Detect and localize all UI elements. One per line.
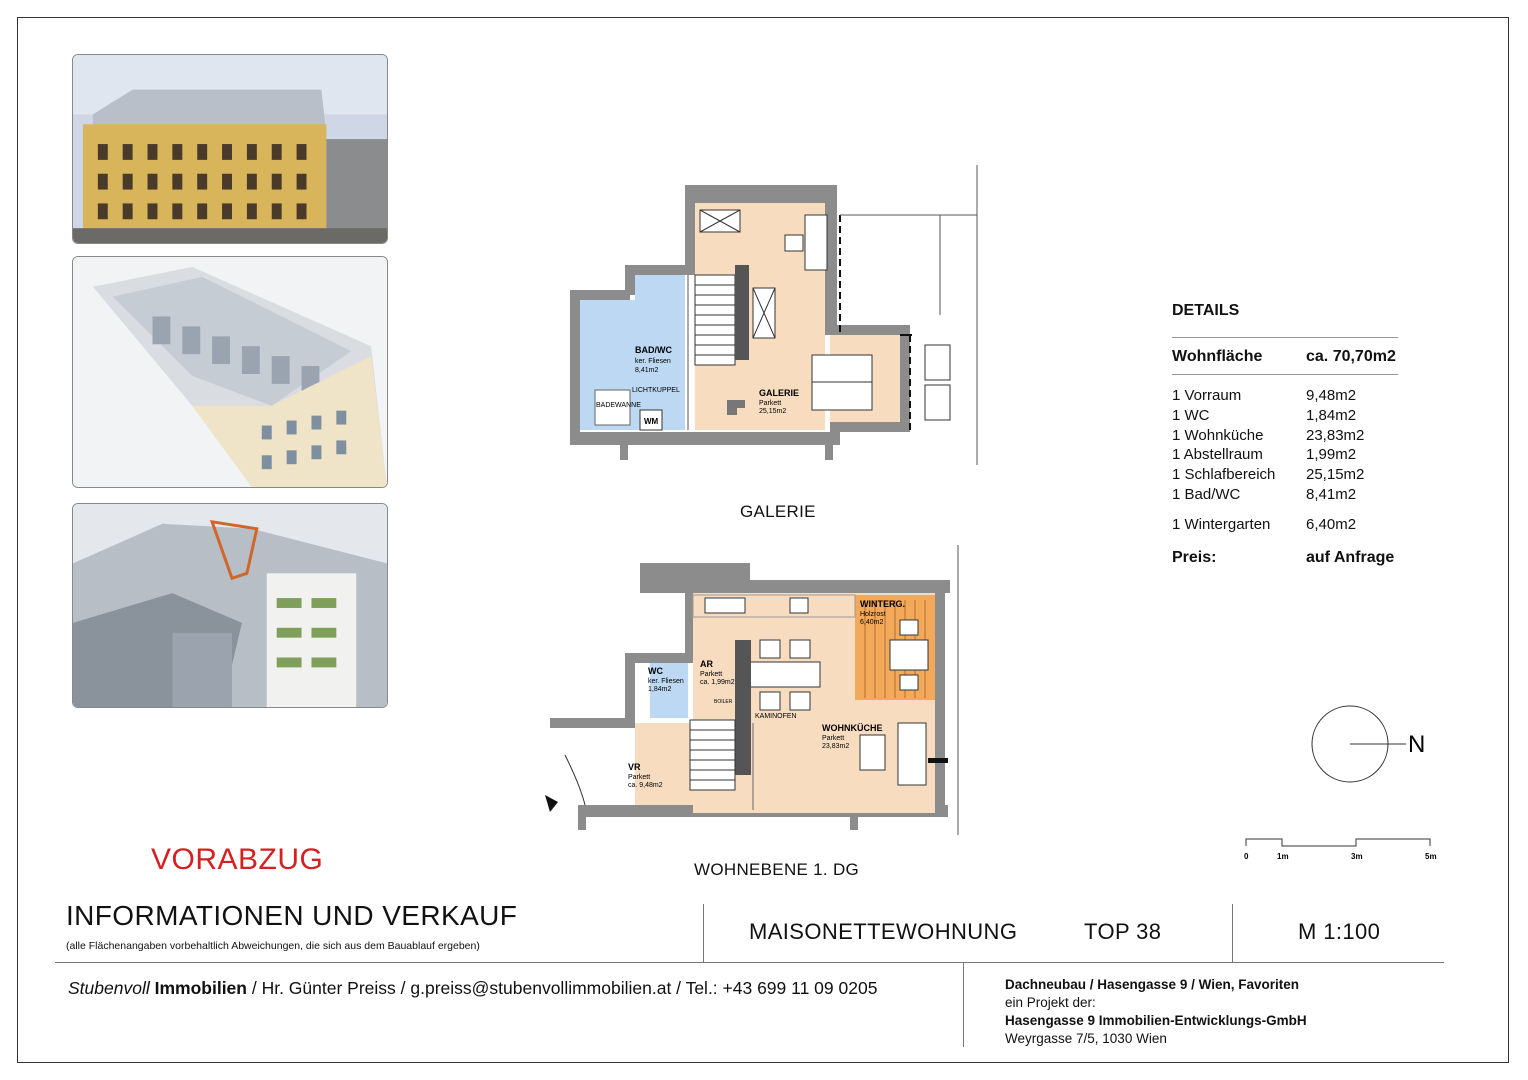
room-row-area: 6,40m2	[1306, 515, 1357, 533]
company-name-italic: Stubenvoll	[68, 978, 150, 998]
scale-tick-0: 0	[1244, 852, 1249, 861]
room-row-name: 1 Wohnküche	[1172, 426, 1264, 444]
room-row-area: 8,41m2	[1306, 485, 1357, 503]
title-rule	[55, 962, 1444, 963]
room-row	[1172, 485, 1398, 505]
building-street-photo	[72, 54, 388, 244]
room-winterg-area: 6,40m2	[860, 619, 884, 626]
area-value: ca. 70,70m2	[1306, 348, 1396, 365]
room-wc-floor: ker. Fliesen	[648, 678, 684, 685]
room-vr-floor: Parkett	[628, 774, 651, 781]
scale-tick-5m: 5m	[1425, 852, 1437, 861]
project-title: Dachneubau / Hasengasse 9 / Wien, Favoriten	[1005, 977, 1299, 992]
title-divider	[1232, 904, 1233, 962]
room-row-area: 1,99m2	[1306, 446, 1357, 464]
room-row-name: 1 Bad/WC	[1172, 485, 1241, 503]
plan-caption-galerie: GALERIE	[740, 502, 816, 521]
project-info	[1005, 976, 1307, 1048]
title-divider	[703, 904, 704, 962]
details-title: DETAILS	[1172, 302, 1240, 319]
scale-bar	[1236, 834, 1446, 864]
room-row-name: 1 Abstellraum	[1172, 446, 1263, 464]
company-name-bold: Immobilien	[154, 978, 247, 998]
room-row-name: 1 WC	[1172, 406, 1210, 424]
room-ar-name: AR	[700, 659, 713, 669]
room-wc-name: WC	[648, 666, 663, 676]
room-row-wintergarten	[1172, 515, 1398, 535]
details-total-area	[1172, 337, 1398, 375]
room-row-area: 25,15m2	[1306, 466, 1365, 484]
room-winterg-floor: Holzrost	[860, 611, 886, 618]
info-title: INFORMATIONEN UND VERKAUF	[66, 900, 518, 931]
roof-aerial-render	[72, 256, 388, 488]
info-note: (alle Flächenangaben vorbehaltlich Abweichungen, die sich aus dem Bauablauf ergeben)	[66, 940, 480, 952]
price-value: auf Anfrage	[1306, 548, 1395, 566]
footer-divider	[963, 962, 964, 1047]
badewanne-label: BADEWANNE	[596, 402, 641, 409]
lichtkuppel-label: LICHTKUPPEL	[632, 387, 680, 394]
room-bad-area: 8,41m2	[635, 367, 659, 374]
details-table	[1172, 302, 1398, 567]
boiler-label: BOILER	[714, 699, 733, 705]
room-row-name: 1 Vorraum	[1172, 387, 1242, 404]
drawing-scale: M 1:100	[1298, 919, 1381, 944]
unit-number: TOP 38	[1084, 919, 1162, 944]
room-vr-name: VR	[628, 762, 641, 772]
room-row-name: 1 Wintergarten	[1172, 515, 1271, 533]
kaminofen-label: KAMINOFEN	[755, 713, 797, 720]
room-bad-floor: ker. Fliesen	[635, 358, 671, 365]
scale-tick-3m: 3m	[1351, 852, 1363, 861]
room-row-area: 9,48m2	[1306, 387, 1357, 404]
room-wohnkueche-floor: Parkett	[822, 735, 845, 742]
draft-stamp: VORABZUG	[151, 843, 324, 876]
room-row	[1172, 406, 1398, 426]
developer-name: Hasengasse 9 Immobilien-Entwicklungs-GmbH	[1005, 1013, 1307, 1028]
room-galerie-name: GALERIE	[759, 388, 800, 398]
room-winterg-name: WINTERG.	[860, 599, 905, 609]
floor-plan-wohnebene	[540, 540, 1000, 840]
price-row	[1172, 549, 1398, 567]
room-wohnkueche-area: 23,83m2	[822, 743, 850, 750]
scale-tick-1m: 1m	[1277, 852, 1289, 861]
room-row	[1172, 426, 1398, 446]
room-wohnkueche-name: WOHNKÜCHE	[822, 723, 883, 733]
room-row-area: 23,83m2	[1306, 426, 1365, 444]
developer-address: Weyrgasse 7/5, 1030 Wien	[1005, 1031, 1167, 1046]
courtyard-aerial-render	[72, 503, 388, 708]
room-ar-area: ca. 1,99m2	[700, 679, 735, 686]
north-label: N	[1408, 731, 1426, 758]
room-row	[1172, 386, 1398, 406]
room-row-area: 1,84m2	[1306, 406, 1357, 424]
room-vr-area: ca. 9,48m2	[628, 782, 663, 789]
floor-plan-galerie	[540, 160, 1000, 470]
room-row	[1172, 445, 1398, 465]
room-galerie-floor: Parkett	[759, 400, 782, 407]
room-bad-name: BAD/WC	[635, 345, 672, 355]
room-row-name: 1 Schlafbereich	[1172, 466, 1276, 484]
north-arrow	[1310, 704, 1440, 786]
room-ar-floor: Parkett	[700, 671, 723, 678]
project-intro: ein Projekt der:	[1005, 995, 1096, 1010]
wm-label: WM	[644, 417, 659, 426]
room-wc-area: 1,84m2	[648, 686, 672, 693]
contact-details: / Hr. Günter Preiss / g.preiss@stubenvollimmobilien.at / Tel.: +43 699 11 09 0205	[246, 978, 878, 998]
unit-type: MAISONETTEWOHNUNG	[749, 919, 1018, 944]
price-label: Preis:	[1172, 548, 1217, 566]
room-galerie-area: 25,15m2	[759, 408, 787, 415]
area-label: Wohnfläche	[1172, 348, 1263, 365]
room-row	[1172, 465, 1398, 485]
contact-line	[68, 978, 877, 999]
plan-caption-wohnebene: WOHNEBENE 1. DG	[694, 860, 860, 879]
